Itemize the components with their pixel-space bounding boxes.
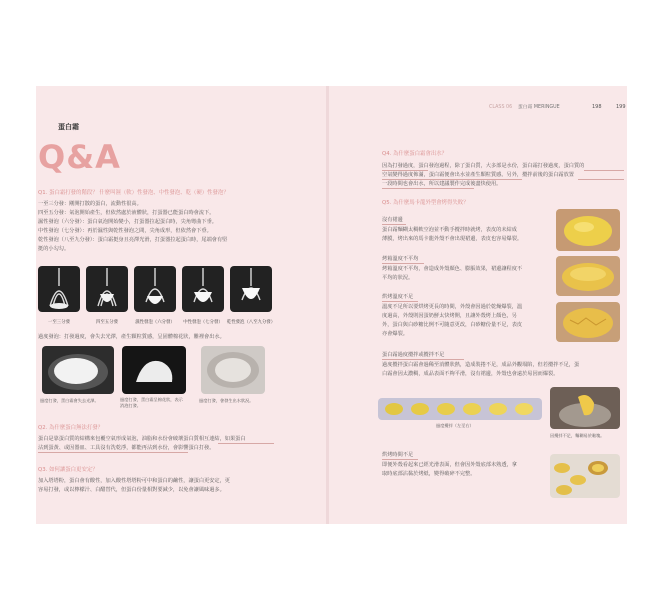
macaron-photo-1 [556,209,620,251]
failure-line: 過度攪拌蛋白霜會過稀至消體狀熱，造成裝捲不足，成品外觀塌陷，但若攪拌不足，蛋 [382,362,580,368]
page-title: Q&A [38,138,121,176]
whisk-label: 乾性發泡（八至九分發） [226,320,276,325]
failure-title: 烘烤時間不足 [382,452,414,458]
underline-highlight [584,170,624,171]
failure-title: 烤箱溫度不平均 [382,256,419,262]
whisk-label: 濕性發泡（六分發） [135,320,175,325]
over-whip-caption: 過度打發，蛋白霜會失去光澤。 [40,398,99,403]
underline-highlight [38,452,188,453]
class-label: CLASS 06 [489,105,513,110]
underline-highlight [382,179,522,180]
underline-highlight [382,224,406,225]
over-whip-photo-2 [122,346,186,394]
q2-line: 蛋白是靠蛋白質的結構來包覆空氣形成氣泡，油脂和水份會破壞蛋白質相互連結，如果蛋白 [38,436,246,442]
failure-title: 沒有裙邊 [382,217,403,223]
hand-caption: 因攪拌不足，麵糊易於黏塊。 [550,433,605,438]
q3-line: 加入塔塔粉，蛋白會有酸性，加入酸性塔塔粉可中和蛋白的鹼性，讓蛋白更安定，更 [38,478,230,484]
failure-line: 即便外殼看起來已經光滑表面，但會因外殼底部未熟透，拿 [382,462,517,468]
question-3: Q3. 如何讓蛋白更安定？ [38,467,98,473]
underline-highlight [578,179,624,180]
failure-line: 度過高，外殼則因蛋奶鮮太快烤開，且讓外殼烤上顏色，另 [382,313,517,319]
failure-line: 薄膜，烤出來的馬卡龍外殼不會出現裙邊，表皮也容易爆裂。 [382,236,523,242]
underline-highlight [382,301,418,302]
question-5: Q5. 為什麼馬卡龍外型會烤得失敗？ [382,200,469,206]
whisk-label: 一至三分發 [48,320,70,325]
q2-line: 沾到蛋黃、或因器皿、工具沒有洗乾淨，都能再沾到水份，會影響蛋白打發。 [38,445,215,451]
book-spine [326,86,329,524]
q1-line: 四至五分發：氣泡開始產生，但依然處於液體狀，打蛋器已能蛋白時會流下。 [38,210,215,216]
section-tag: 蛋白霜 [58,123,79,131]
failure-line: 亦會爆裂。 [382,331,408,337]
q1-line: 乾性發泡（八至九分發）：蛋白霜挺身且亮澤光滑，打蛋器拉起蛋白時，尾端會有堅 [38,237,228,243]
q4-line: 因為打發過度，蛋白發泡過程，除了蛋白質，大多部是水份，蛋白霜打發過度，蛋白質的 [382,163,585,169]
whisk-photo-3 [134,266,176,312]
whisk-photo-2 [86,266,128,312]
question-4: Q4. 為什麼蛋白霜會出水？ [382,151,448,157]
over-whip-caption: 過度打發，蛋白霜呈棉花狀，表示消泡打發。 [120,397,183,408]
whisk-label: 四至五分發 [96,320,118,325]
question-1: Q1. 蛋白霜打發的階段？ 什麼叫濕（軟）性發泡、中性發泡、乾（硬）性發泡？ [38,190,229,196]
failure-line: 白霜會因太濃稠，成品表面不夠平滑，沒有裙邊，外殼也會遠於易因而爆裂。 [382,371,559,377]
whisk-photo-5 [230,266,272,312]
failure-line: 外，蛋白與白砂糖比例不可隨意更改，白砂糖份量不足，表皮 [382,322,523,328]
failure-line: 烤箱溫度不平均，會造成外殼顏色、膨脹效果，裙邊讓程度不 [382,266,523,272]
underline-highlight [382,359,464,360]
page-number-right: 199 [616,104,626,110]
q1-line: 挺的小勾勾。 [38,246,70,252]
over-whip-photo-1 [42,346,114,394]
over-whip-photo-3 [201,346,265,394]
macaron-stuck-photo [550,454,620,498]
failure-title: 烘烤溫度不足 [382,294,414,300]
over-whip-text: 過度發泡：打發過度，會失去光澤，產生顆粒質感，呈固體棉花狀，難裡會出水。 [38,334,225,340]
chapter-title: 蛋白霜 MERINGUE [518,105,560,110]
q4-line: 一段時間也會出水，所以建議製作完成後盡快使用。 [382,181,502,187]
underline-highlight [382,263,424,264]
q4-line: 空氣變得過度佈滿，蛋白霜便會出水並產生顆粒質感。另外，攪拌前後的蛋白霜放置 [382,172,574,178]
macaron-photo-2 [556,256,620,296]
failure-line: 蛋白霜麵糊太稠軟空泡並不動手攪拌時就烤，表皮的未結成 [382,227,517,233]
page-number-left: 198 [592,104,602,110]
underline-highlight [218,443,274,444]
underline-highlight [382,170,428,171]
batter-hand-photo [550,387,620,429]
failure-line: 平均的狀況。 [382,275,414,281]
macaron-tray-photo [378,398,542,420]
underline-highlight [382,459,418,460]
question-2: Q2. 為什麼蛋白無法打發？ [38,425,104,431]
q1-line: 中性發泡（七分發）：再於濕性與乾性發泡之間，尖角成形，但依然會下垂。 [38,228,212,234]
q1-line: 一至三分發：剛開打散的蛋白，流動性很高。 [38,201,142,207]
q3-line: 容易打發，或以檸檬汁、白醋替代，但蛋白份量相對要減少，以免會讓風味過多。 [38,487,225,493]
tray-caption: 過度攪拌（左至右） [436,423,474,428]
whisk-photo-1 [38,266,80,312]
whisk-label: 中性發泡（七分發） [183,320,223,325]
whisk-photo-4 [182,266,224,312]
failure-line: 取時底部沾黏於烤紙，變得破碎不完整。 [382,471,476,477]
macaron-photo-3 [556,302,620,342]
underline-highlight [382,188,474,189]
q1-line: 濕性發泡（六分發）：蛋白氣泡開始變小，打蛋器拉起蛋白時，尖角彎曲下垂。 [38,219,217,225]
failure-title: 蛋白霜過度攪拌或攪拌不足 [382,352,445,358]
over-whip-caption: 過度打發，會發生出水狀況。 [199,398,254,403]
failure-line: 溫度不足所以要烘烤更長的時間，外殼會因過於乾燥爆裂，溫 [382,304,523,310]
